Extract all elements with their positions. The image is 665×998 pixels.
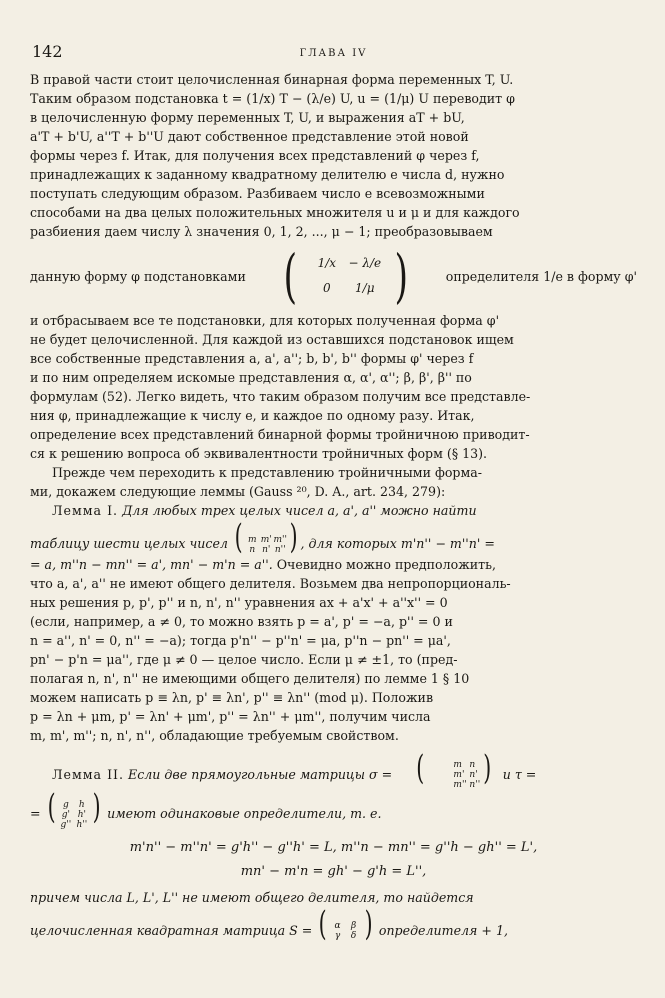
text-line: можем написать p ≡ λn, p' ≡ λn', p'' ≡ λn'' (mod μ). Положив [30,689,434,705]
matrix-entry: h'' [76,819,88,830]
left-paren: ( [47,787,56,827]
matrix-entry: 1/μ [355,281,375,295]
matrix-pre-text: данную форму φ подстановками [30,268,246,284]
right-paren: ) [92,787,101,827]
equation-line: m'n'' − m''n' = g'h'' − g''h' = L, m''n − mn'' = g''h − gh'' = L', [129,839,538,855]
lemma-2-text: определителя + 1, [378,922,508,938]
text-line: pn' − p'n = μa'', где μ ≠ 0 — целое число. Если μ ≠ ±1, то (пред- [30,651,458,667]
matrix-grid [308,254,384,298]
text-line: Таким образом подстановка t = (1/x) T − (λ/e) U, u = (1/μ) U переводит φ [30,91,515,106]
matrix-entry: h [78,799,85,810]
text-line: формы через f. Итак, для получения всех представлений φ через f, [30,148,480,163]
sigma-matrix [431,760,481,790]
lemma-2-text: целочисленная квадратная матрица S = [30,922,313,938]
six-number-table [245,535,287,555]
body-text [30,70,637,944]
right-paren: ) [394,242,408,310]
lemma-1-text: таблицу шести целых чисел [30,536,228,551]
lemma-1-statement [30,501,637,520]
right-paren: ) [289,517,298,557]
matrix-entry: m [453,760,462,770]
proof-text: Очевидно можно предположить, [272,556,496,572]
matrix-entry: n'' [469,780,481,790]
text-line: n = a'', n' = 0, n'' = −a); тогда p'n'' − p''n' = μa, p''n − pn'' = μa', [30,632,451,648]
page-number: 142 [32,42,63,61]
lemma-2-text: имеют одинаковые определители, т. е. [107,806,382,821]
lemma-2-name: Лемма II. [52,766,125,782]
text-line: ных решения p, p', p'' и n, n', n'' уравнения ax + a'x' + a''x'' = 0 [30,594,448,610]
matrix-entry: m'' [453,780,467,790]
text-line: a'T + b'U, a''T + b''U дают собственное представление этой новой [30,129,469,144]
matrix-entry: g [62,799,69,810]
matrix-entry: δ [350,931,357,941]
lemma-1-text: = a, m''n − mn'' = a', mn' − m'n = a''. [30,556,273,572]
text-line: способами на два целых положительных множителя u и μ и для каждого [30,205,520,220]
matrix-entry: β [350,921,357,931]
text-line: разбиения даем числу λ значения 0, 1, 2, ..., μ − 1; преобразовываем [30,224,493,239]
lemma-2-text: и τ = [502,766,537,782]
text-line: ми, докажем следующие леммы (Gauss ²⁰, D. A., art. 234, 279): [30,484,446,499]
text-line: ся к решению вопроса об эквивалентности тройничных форм (§ 13). [30,446,488,461]
text-line: в целочисленную форму переменных T, U, и выражения aT + bU, [30,110,465,125]
lemma-2-statement [30,747,637,791]
matrix-entry: g' [61,809,70,820]
lemma-2-final-line [30,903,637,944]
substitution-matrix-line [30,243,637,309]
left-paren: ( [318,903,327,944]
s-matrix [330,921,362,941]
equation-line: mn' − m'n = gh' − g'h = L'', [240,863,427,879]
lemma-1-text: Для любых трех целых чисел a, a', a'' можно найти [122,503,477,518]
text-line: формулам (52). Легко видеть, что таким образом получим все представле- [30,389,531,404]
matrix-post-text: определителя 1/e в форму φ' [445,268,637,284]
matrix-entry: γ [334,931,341,941]
matrix-entry: m' [453,770,465,780]
tau-matrix [58,800,90,830]
text-line: и по ним определяем искомые представления α, α', α''; β, β', β'' по [30,370,472,385]
left-paren: ( [283,242,298,310]
left-paren: ( [234,517,243,557]
text-line: поступать следующим образом. Разбиваем число e всевозможными [30,186,485,201]
text-line: ния φ, принадлежащие к числу e, и каждое по одному разу. Итак, [30,408,475,423]
table-entry: n [249,544,256,555]
text-line: что a, a', a'' не имеют общего делителя. Возьмем два непропорциональ- [30,575,511,591]
page-header [30,40,637,70]
table-entry: m [247,534,257,545]
table-entry: n' [262,544,271,555]
text-line: Прежде чем переходить к представлению тройничными форма- [52,465,483,480]
right-paren: ) [483,747,492,788]
table-entry: n'' [274,544,286,555]
matrix-entry: g'' [60,819,72,830]
lemma-2-line [30,787,637,830]
left-paren: ( [416,747,425,788]
table-entry: m' [260,534,272,545]
text-line: (если, например, a ≠ 0, то можно взять p = a', p' = −a, p'' = 0 и [30,613,453,629]
matrix-entry: n [469,760,476,770]
text-line [30,555,637,574]
matrix-entry: α [334,921,341,931]
text-line: p = λn + μm, p' = λn' + μm', p'' = λn'' + μm'', получим числа [30,708,431,724]
lemma-2-text: = [30,806,45,821]
lemma-2-text: Если две прямоугольные матрицы σ = [128,766,393,782]
text-line: В правой части стоит целочисленная бинарная форма переменных T, U. [30,72,514,87]
text-line: определение всех представлений бинарной формы тройничною приводит- [30,427,530,442]
matrix-entry: h' [77,809,86,820]
lemma-1-table-line [30,517,637,557]
substitution-matrix [279,242,412,310]
text-line: не будет целочисленной. Для каждой из оставшихся подстановок ищем [30,332,514,347]
lemma-1-text: , для которых m'n'' − m''n' = [300,536,495,551]
table-entry: m'' [273,534,287,545]
matrix-entry: 1/x [317,256,337,270]
text-line: и отбрасываем все те подстановки, для которых полученная форма φ' [30,313,500,328]
right-paren: ) [364,903,373,944]
matrix-entry: n' [469,770,478,780]
matrix-entry: 0 [322,281,331,295]
lemma-1-name: Лемма I. [52,503,119,518]
determinant-equations [30,836,637,884]
text-line: все собственные представления a, a', a''; b, b', b'' формы φ' через f [30,351,474,366]
text-line: причем числа L, L', L'' не имеют общего делителя, то найдется [30,889,474,905]
matrix-entry: − λ/e [348,256,382,270]
running-head: ГЛАВА IV [299,48,368,59]
text-line: полагая n, n', n'' не имеющими общего делителя) по лемме 1 § 10 [30,670,470,686]
text-line: m, m', m''; n, n', n'', обладающие требуемым свойством. [30,727,399,743]
text-line: принадлежащих к заданному квадратному делителю e числа d, нужно [30,167,505,182]
